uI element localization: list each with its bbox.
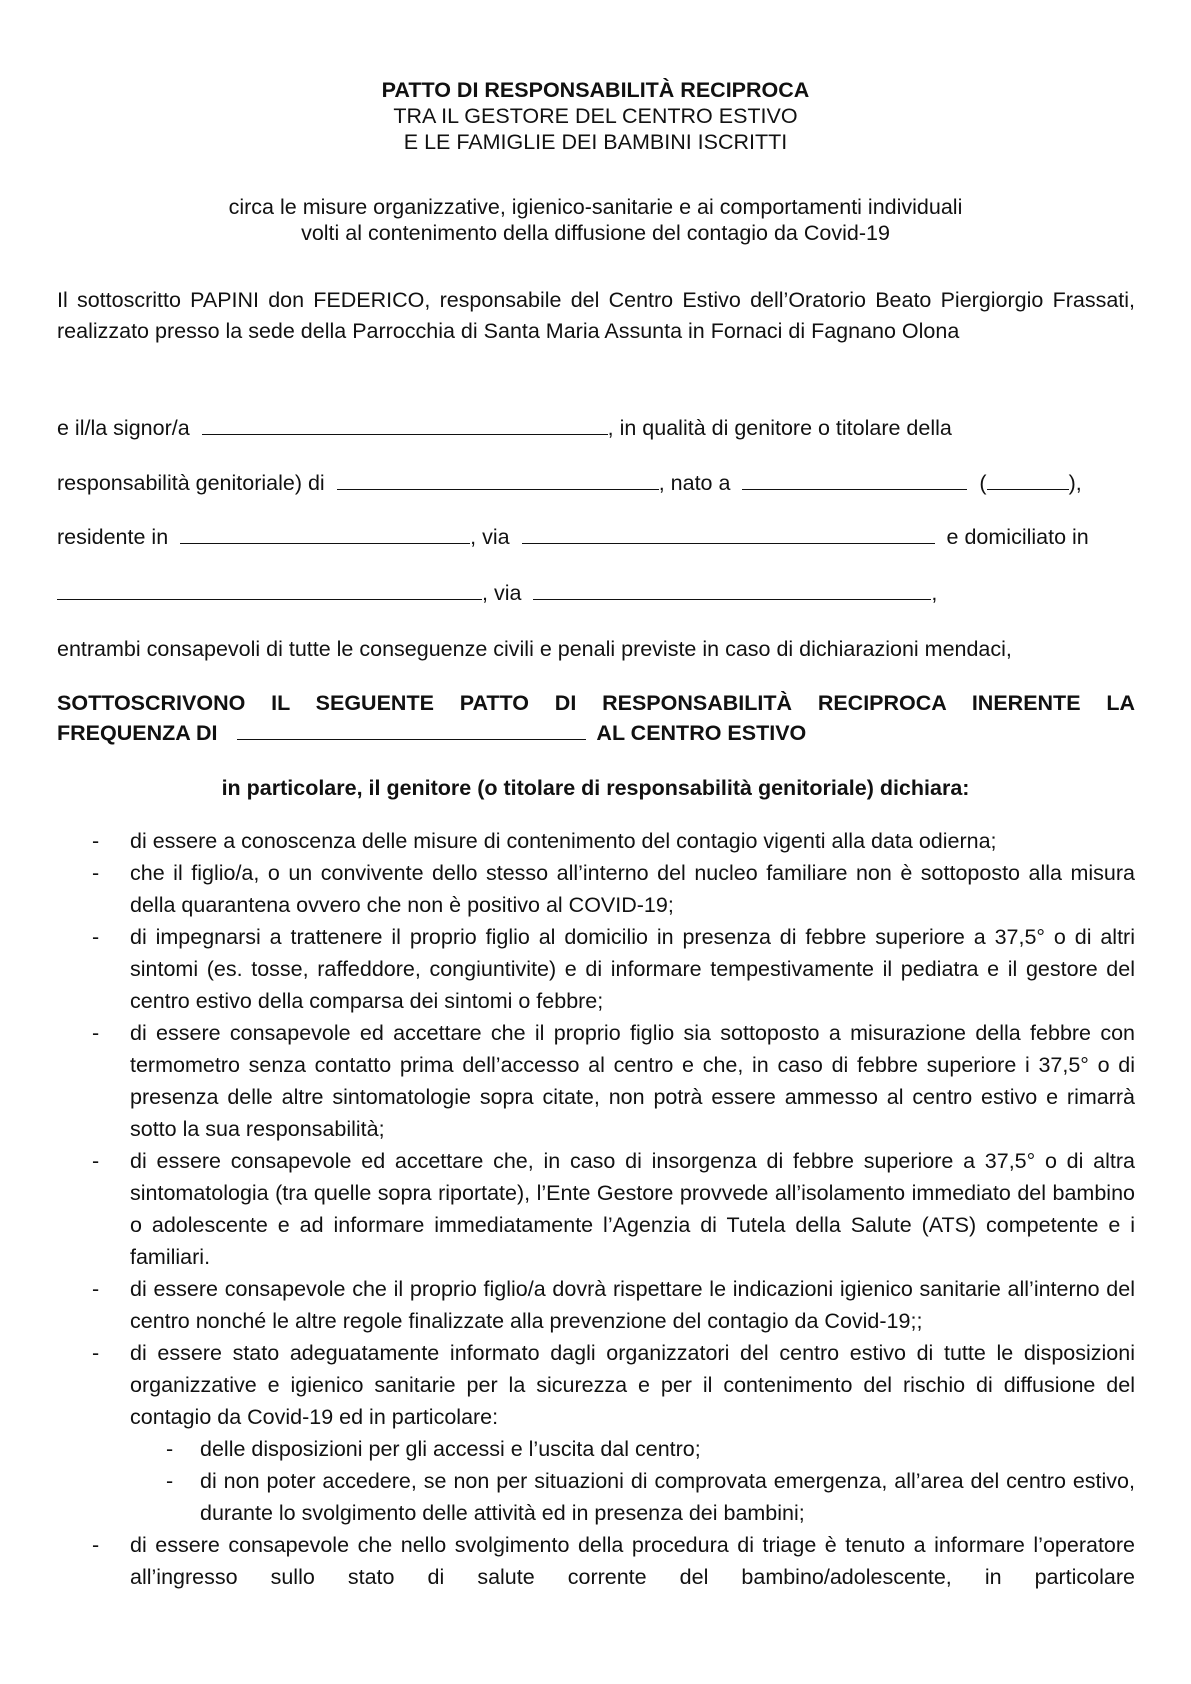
sub-list-item-text: di non poter accedere, se non per situazioni di comprovata emergenza, all’area del centro estivo, durante lo svolgimento delle attività ed in presenza dei bambini; (200, 1469, 1135, 1525)
list-item (57, 1017, 1135, 1145)
list-item (57, 1273, 1135, 1337)
parent-role-label: , in qualità di genitore o titolare della (607, 416, 952, 440)
sottoscrivono-line-1: SOTTOSCRIVONO IL SEGUENTE PATTO DI RESPONSABILITÀ RECIPROCA INERENTE LA (57, 691, 1135, 715)
sub-list (130, 1433, 1135, 1529)
subtitle-line-2: volti al contenimento della diffusione del contagio da Covid-19 (301, 221, 890, 245)
list-item-text: di impegnarsi a trattenere il proprio figlio al domicilio in presenza di febbre superiore a 37,5° o di altri sintomi (es. tosse, raffeddore, congiuntivite) e di informare tempestivamente il pediatra e il gestore del centro estivo della comparsa dei sintomi o febbre; (130, 925, 1135, 1013)
list-item (57, 921, 1135, 1017)
child-label: responsabilità genitoriale) di (57, 471, 325, 495)
document-title: PATTO DI RESPONSABILITÀ RECIPROCA (381, 78, 810, 102)
subtitle-line-1: circa le misure organizzative, igienico-sanitarie e ai comportamenti individuali (228, 195, 963, 219)
province-open-paren: ( (979, 471, 987, 495)
domicile-street-field[interactable] (533, 577, 931, 600)
list-item (57, 857, 1135, 921)
bullet-dash: - (92, 1277, 100, 1301)
birthplace-field[interactable] (742, 467, 967, 490)
domicile-city-field[interactable] (57, 577, 482, 600)
intro-paragraph (57, 285, 1135, 347)
frequenza-label: FREQUENZA DI (57, 721, 218, 745)
dichiara-heading (0, 772, 1191, 804)
parent-label: e il/la signor/a (57, 416, 190, 440)
form-row-residence (57, 521, 1135, 553)
list-item-text: che il figlio/a, o un convivente dello stesso all’interno del nucleo familiare non è sottoposto alla misura della quarantena ovvero che non è positivo al COVID-19; (130, 861, 1135, 917)
list-item-text: di essere consapevole ed accettare che, in caso di insorgenza di febbre superiore a 37,5° o di altra sintomatologia (tra quelle sopra riportate), l’Ente Gestore provvede all’isolamento immediato del bambino o adolescente e ad informare immediatamente l’Agenzia di Tutela della Salute (ATS) competente e i familiari. (130, 1149, 1135, 1269)
residence-city-field[interactable] (180, 521, 470, 544)
header-line-3: E LE FAMIGLIE DEI BAMBINI ISCRITTI (403, 130, 788, 154)
bullet-dash: - (92, 1021, 100, 1045)
residence-label: residente in (57, 525, 169, 549)
form-row-domicile (57, 577, 1135, 609)
bullet-dash: - (92, 925, 100, 949)
sottoscrivono-line-2 (57, 717, 1135, 747)
province-field[interactable] (987, 467, 1069, 490)
consapevoli-text: entrambi consapevoli di tutte le conseguenze civili e penali previste in caso di dichiarazioni mendaci, (57, 637, 1012, 661)
list-item-text: di essere consapevole che il proprio figlio/a dovrà rispettare le indicazioni igienico sanitarie all’interno del centro nonché le altre regole finalizzate alla prevenzione del contagio da Covid-19;; (130, 1277, 1135, 1333)
list-item (57, 1337, 1135, 1529)
residence-street-field[interactable] (522, 521, 935, 544)
document-header (0, 77, 1191, 155)
centro-estivo-label: AL CENTRO ESTIVO (596, 721, 807, 745)
bullet-dash: - (92, 1149, 100, 1173)
dichiara-text: in particolare, il genitore (o titolare di responsabilità genitoriale) dichiara: (221, 776, 970, 800)
sub-list-item-text: delle disposizioni per gli accessi e l’uscita dal centro; (200, 1437, 701, 1461)
sottoscrivono-block (57, 689, 1135, 747)
header-line-2: TRA IL GESTORE DEL CENTRO ESTIVO (393, 104, 798, 128)
domicile-label: e domiciliato in (946, 525, 1089, 549)
child-name-field[interactable] (337, 467, 659, 490)
sub-list-item (130, 1465, 1135, 1529)
domicile-street-label: , via (482, 581, 522, 605)
bullet-dash: - (166, 1437, 174, 1461)
bullet-dash: - (92, 1533, 100, 1557)
list-item-text: di essere consapevole che nello svolgimento della procedura di triage è tenuto a informare l’operatore all’ingresso sullo stato di salute corrente del bambino/adolescente, in particolare (130, 1533, 1135, 1589)
list-item-text: di essere stato adeguatamente informato dagli organizzatori del centro estivo di tutte le disposizioni organizzative e igienico sanitarie per la sicurezza e per il contenimento del rischio di diffusione del contagio da Covid-19 ed in particolare: (130, 1341, 1135, 1429)
domicile-end-comma: , (931, 581, 938, 605)
residence-street-label: , via (470, 525, 510, 549)
list-item (57, 1145, 1135, 1273)
bullet-dash: - (166, 1469, 174, 1493)
declarations-list (57, 825, 1135, 1593)
consapevoli-line (57, 633, 1135, 665)
form-row-child (57, 467, 1135, 499)
bullet-dash: - (92, 861, 100, 885)
form-row-parent (57, 412, 1135, 444)
intro-text: Il sottoscritto PAPINI don FEDERICO, responsabile del Centro Estivo dell’Oratorio Beato Piergiorgio Frassati, realizzato presso la sede della Parrocchia di Santa Maria Assunta in Fornaci di Fagnano Olona (57, 288, 1135, 343)
birthplace-label: , nato a (658, 471, 731, 495)
sub-list-item (130, 1433, 1135, 1465)
bullet-dash: - (92, 1341, 100, 1365)
parent-name-field[interactable] (202, 412, 608, 435)
bullet-dash: - (92, 829, 100, 853)
list-item-text: di essere consapevole ed accettare che il proprio figlio sia sottoposto a misurazione della febbre con termometro senza contatto prima dell’accesso al centro e che, in caso di febbre superiore i 37,5° o di presenza delle altre sintomatologie sopra citate, non potrà essere ammesso al centro estivo e rimarrà sotto la sua responsabilità; (130, 1021, 1135, 1141)
list-item (57, 825, 1135, 857)
list-item-text: di essere a conoscenza delle misure di contenimento del contagio vigenti alla data odierna; (130, 829, 997, 853)
document-subtitle (0, 194, 1191, 246)
list-item (57, 1529, 1135, 1593)
province-close-paren: ), (1068, 471, 1082, 495)
child-frequency-field[interactable] (237, 717, 586, 740)
